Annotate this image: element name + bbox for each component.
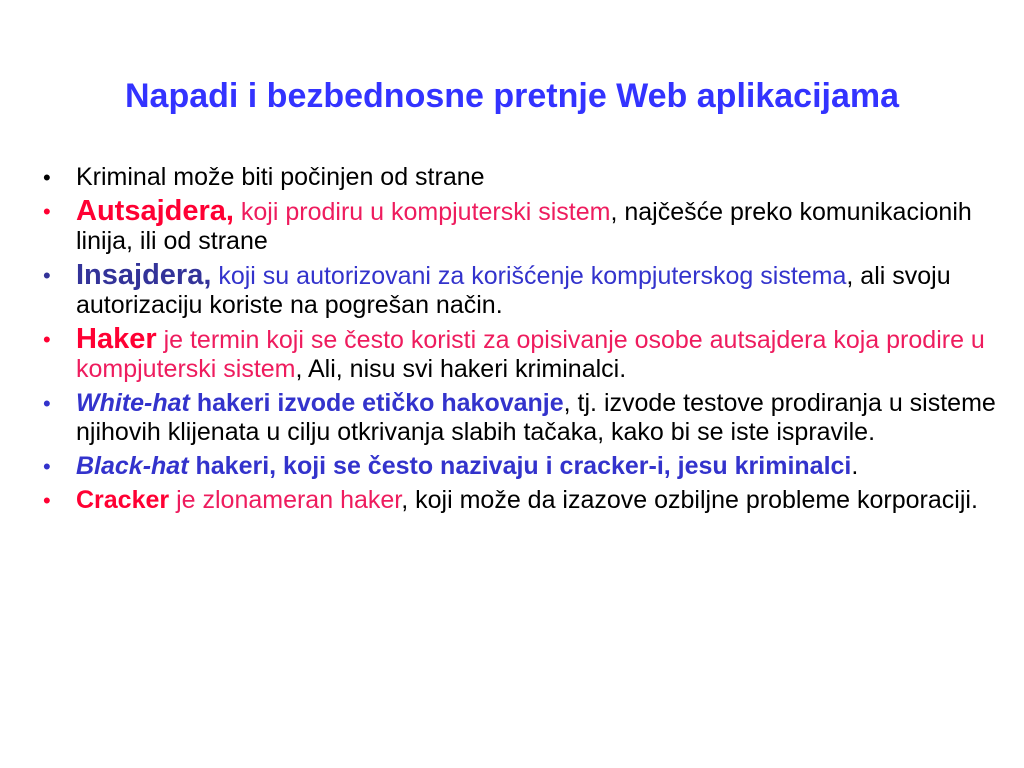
- bullet-dot: •: [43, 199, 51, 224]
- bullet-term: Cracker: [76, 486, 170, 514]
- bullet-list: [0, 163, 1024, 520]
- bullet-item-insajderi: [0, 261, 1024, 320]
- bullet-dot: •: [43, 454, 51, 479]
- bullet-term: Insajdera,: [76, 259, 212, 291]
- bullet-term: Autsajdera,: [76, 195, 234, 227]
- bullet-item-black-hat: [0, 452, 1024, 481]
- bullet-item-autsajderi: [0, 197, 1024, 256]
- bullet-term: White-hat: [76, 389, 190, 417]
- bullet-term: Black-hat: [76, 452, 189, 480]
- bullet-rest: , najčešće preko komunikacionih linija, ili od strane: [76, 198, 972, 255]
- bullet-dot: •: [43, 391, 51, 416]
- bullet-description: koji su autorizovani za korišćenje kompjuterskog sistema: [211, 262, 847, 290]
- bullet-item-white-hat: [0, 389, 1024, 447]
- bullet-dot: •: [43, 165, 51, 190]
- bullet-rest: , ali svoju autorizaciju koriste na pogrešan način.: [76, 262, 951, 319]
- slide-title: Napadi i bezbednosne pretnje Web aplikacijama: [124, 77, 900, 115]
- bullet-description: je zlonameran haker: [169, 486, 402, 514]
- bullet-dot: •: [43, 488, 51, 513]
- bullet-rest: , koji može da izazove ozbiljne probleme korporaciji.: [401, 486, 978, 514]
- bullet-description: hakeri izvode etičko hakovanje: [189, 389, 564, 417]
- bullet-rest: , Ali, nisu svi hakeri kriminalci.: [295, 355, 627, 383]
- bullet-item-intro: [0, 163, 1024, 192]
- bullet-rest: .: [851, 452, 859, 480]
- bullet-description: hakeri, koji se često nazivaju i cracker-i, jesu kriminalci: [188, 452, 852, 480]
- bullet-rest: , tj. izvode testove prodiranja u sisteme njihovih klijenata u cilju otkrivanja slabih tačaka, kako bi se iste ispravile.: [76, 389, 996, 446]
- bullet-dot: •: [43, 327, 51, 352]
- bullet-item-haker: [0, 325, 1024, 384]
- bullet-description: je termin koji se često koristi za opisivanje osobe autsajdera koja prodire u kompjuterski sistem: [76, 326, 985, 383]
- bullet-term: Haker: [76, 323, 157, 355]
- bullet-text: Kriminal može biti počinjen od strane: [76, 163, 485, 191]
- bullet-dot: •: [43, 263, 51, 288]
- bullet-description: koji prodiru u kompjuterski sistem: [233, 198, 611, 226]
- bullet-item-cracker: [0, 486, 1024, 515]
